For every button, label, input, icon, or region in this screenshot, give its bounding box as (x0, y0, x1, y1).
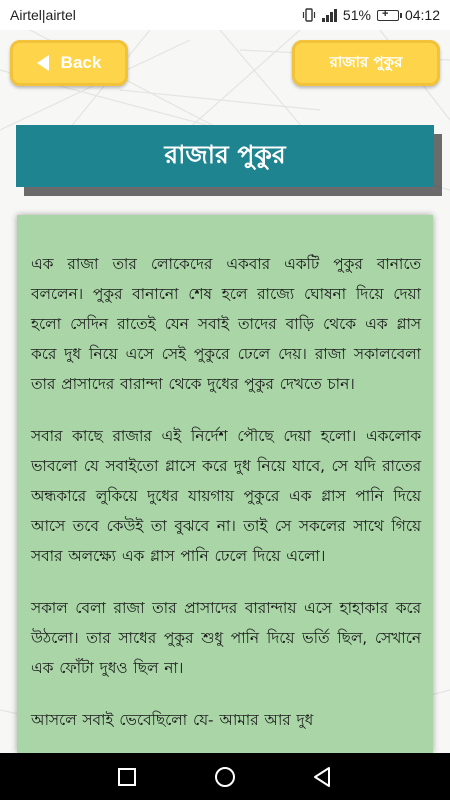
page-title: রাজার পুকুর (164, 139, 286, 169)
status-bar (0, 0, 450, 30)
battery-icon: + (377, 10, 399, 21)
story-paragraph-2: সবার কাছে রাজার এই নির্দেশ পৌছে দেয়া হলো। একলোক ভাবলো যে সবাইতো গ্লাসে করে দুধ নিয়ে যাবে, সে যদি রাতের অন্ধকারে লুকিয়ে দুধের যায়গায় পুকুরে এক গ্লাস পানি দিয়ে আসে তবে কেউই তা বুঝবে না। তাই সে সকলের সাথে গিয়ে সবার অলক্ষ্যে এক গ্লাস পানি ঢেলে দিয়ে এলো। (31, 427, 421, 565)
circle-icon (214, 766, 236, 788)
vibrate-icon (302, 8, 316, 22)
story-paragraph-1: এক রাজা তার লোকেদের একবার একটি পুকুর বানাতে বললেন। পুকুর বানানো শেষ হলে রাজ্যে ঘোষনা দিয়ে দেয়া হলো সেদিন রাতেই যেন সবাই তাদের বাড়ি থেকে এক গ্লাস করে দুধ নিয়ে এসে সেই পুকুরে ঢেলে দেয়। রাজা সকালবেলা তার প্রাসাদের বারান্দা থেকে দুধের পুকুর দেখতে চান। (31, 255, 421, 393)
battery-percent: 51% (342, 7, 371, 23)
story-title-button[interactable] (292, 40, 440, 86)
back-arrow-icon (37, 55, 49, 71)
signal-icon (322, 8, 337, 22)
story-paragraph-4: আসলে সবাই ভেবেছিলো যে- আমার আর দুধ (31, 711, 314, 729)
nav-back-button[interactable] (309, 763, 337, 791)
story-title-button-label: রাজার পুকুর (329, 52, 403, 71)
back-button-label: Back (60, 53, 102, 72)
story-title-banner (16, 125, 434, 187)
back-button[interactable] (10, 40, 128, 86)
story-card[interactable] (17, 215, 433, 753)
triangle-back-icon (312, 766, 334, 788)
home-button[interactable] (211, 763, 239, 791)
carrier-name: Airtel|airtel (10, 7, 76, 23)
system-navigation-bar (0, 753, 450, 800)
recents-button[interactable] (113, 763, 141, 791)
clock-time: 04:12 (404, 7, 440, 23)
story-paragraph-3: সকাল বেলা রাজা তার প্রাসাদের বারান্দায় এসে হাহাকার করে উঠলো। তার সাধের পুকুর শুধু পানি দিয়ে ভর্তি ছিল, সেখানে এক ফোঁটা দুধও ছিল না। (31, 599, 421, 677)
square-icon (117, 767, 137, 787)
status-icons (302, 7, 440, 23)
